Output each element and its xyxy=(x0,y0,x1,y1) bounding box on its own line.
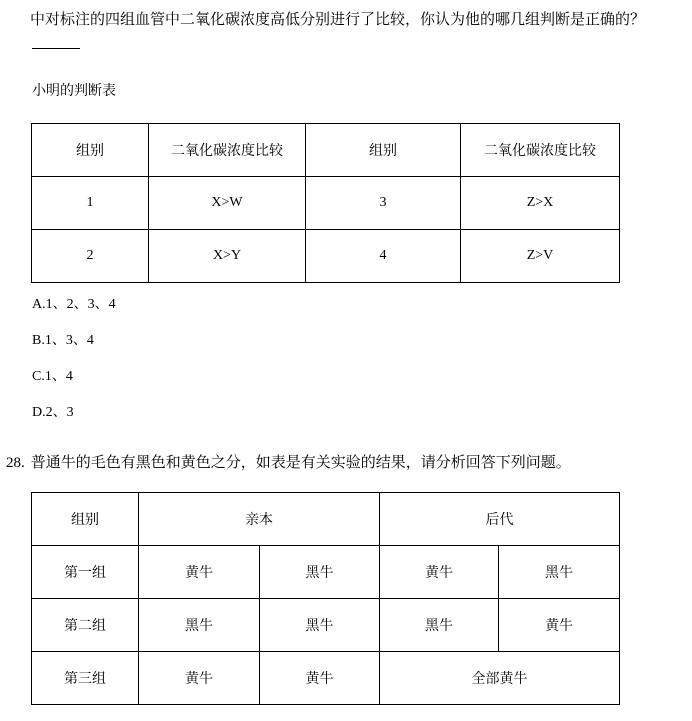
parent-cell: 黄牛 xyxy=(139,652,260,705)
offspring-cell: 黑牛 xyxy=(380,599,499,652)
table-cell: 1 xyxy=(32,177,149,230)
parent-cell: 黑牛 xyxy=(260,546,380,599)
parent-cell: 黑牛 xyxy=(260,599,380,652)
offspring-cell: 黄牛 xyxy=(499,599,620,652)
table-row xyxy=(32,652,620,705)
parent-cell: 黄牛 xyxy=(260,652,380,705)
parent-cell: 黑牛 xyxy=(139,599,260,652)
question-28-text: 普通牛的毛色有黑色和黄色之分，如表是有关实验的结果，请分析回答下列问题。 xyxy=(30,453,571,471)
table-cell: 2 xyxy=(32,230,149,283)
header-cell: 二氧化碳浓度比较 xyxy=(461,124,620,177)
table-header-row xyxy=(32,493,620,546)
group-cell: 第三组 xyxy=(32,652,139,705)
table-cell: Z>X xyxy=(461,177,620,230)
group-cell: 第一组 xyxy=(32,546,139,599)
offspring-cell: 黑牛 xyxy=(499,546,620,599)
table-row xyxy=(32,546,620,599)
table-cell: X>Y xyxy=(149,230,306,283)
table-row xyxy=(32,230,620,283)
option-c: C.1、4 xyxy=(32,369,73,384)
table-cell: 4 xyxy=(306,230,461,283)
option-d: D.2、3 xyxy=(32,405,74,420)
question-28 xyxy=(6,451,571,472)
table-cell: X>W xyxy=(149,177,306,230)
offspring-cell-merged: 全部黄牛 xyxy=(380,652,620,705)
option-a: A.1、2、3、4 xyxy=(32,297,116,312)
table-row xyxy=(32,177,620,230)
table-cell: Z>V xyxy=(461,230,620,283)
header-cell: 组别 xyxy=(306,124,461,177)
table1-title: 小明的判断表 xyxy=(32,83,116,99)
cattle-experiment-table xyxy=(31,492,620,705)
header-cell: 二氧化碳浓度比较 xyxy=(149,124,306,177)
table-row xyxy=(32,599,620,652)
offspring-cell: 黄牛 xyxy=(380,546,499,599)
header-group: 组别 xyxy=(32,493,139,546)
question-number: 28. xyxy=(6,455,25,471)
header-offspring: 后代 xyxy=(380,493,620,546)
judgment-table xyxy=(31,123,620,283)
header-cell: 组别 xyxy=(32,124,149,177)
parent-cell: 黄牛 xyxy=(139,546,260,599)
header-parents: 亲本 xyxy=(139,493,380,546)
answer-blank-line xyxy=(32,48,80,49)
group-cell: 第二组 xyxy=(32,599,139,652)
question-text: 中对标注的四组血管中二氧化碳浓度高低分别进行了比较，你认为他的哪几组判断是正确的？ xyxy=(30,10,646,28)
table-cell: 3 xyxy=(306,177,461,230)
option-b: B.1、3、4 xyxy=(32,333,94,348)
table-header-row xyxy=(32,124,620,177)
